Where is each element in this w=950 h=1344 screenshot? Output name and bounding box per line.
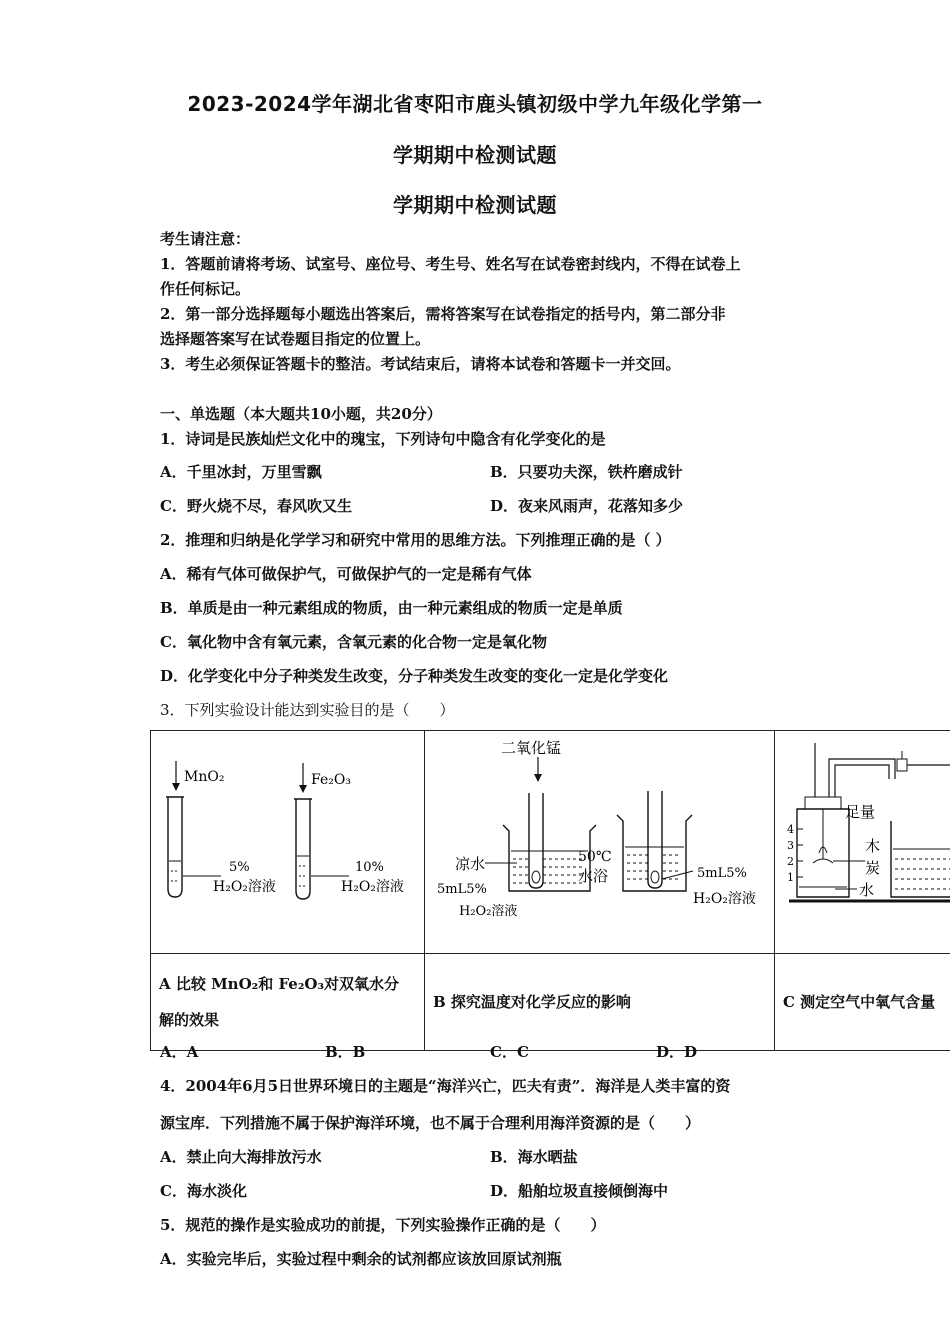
notice-item-2a: 2．第一部分选择题每小题选出答案后，需将答案写在试卷指定的括号内，第二部分非 [160,305,726,323]
fig-a-mno2-label: MnO₂ [184,769,225,785]
notice-item-1b: 作任何标记。 [160,280,251,298]
q4-option-b: B．海水晒盐 [490,1148,578,1166]
fig-b-catalyst-label: 二氧化锰 [501,739,562,757]
figure-c-oxygen-apparatus [775,731,950,949]
fig-b-sol2: H₂O₂溶液 [693,891,756,907]
fig-b-sol1: H₂O₂溶液 [459,904,518,919]
q5-option-a: A．实验完毕后，实验过程中剩余的试剂都应该放回原试剂瓶 [160,1250,562,1268]
fig-a-sol2: H₂O₂溶液 [341,879,404,895]
q4-stem-line2: 源宝库．下列措施不属于保护海洋环境，也不属于合理利用海洋资源的是（ ） [160,1114,701,1132]
fig-c-charcoal-1: 木 [865,837,881,855]
q1-option-c: C．野火烧不尽，春风吹又生 [160,497,352,515]
q2-stem: 2．推理和归纳是化学学习和研究中常用的思维方法。下列推理正确的是（ ） [160,531,671,549]
q1-stem: 1．诗词是民族灿烂文化中的瑰宝，下列诗句中隐含有化学变化的是 [160,430,606,448]
q3-option-c: C．C [490,1043,529,1061]
q3-option-d: D．D [656,1043,698,1061]
q1-option-a: A．千里冰封，万里雪飘 [160,463,322,481]
q4-option-d: D．船舶垃圾直接倾倒海中 [490,1182,669,1200]
caption-b: B 探究温度对化学反应的影响 [425,954,775,1051]
notice-item-3: 3．考生必须保证答题卡的整洁。考试结束后，请将本试卷和答题卡一并交回。 [160,355,681,373]
fig-c-mark-3: 3 [787,839,794,852]
fig-b-temp: 50℃ [578,849,612,865]
caption-a [151,954,425,1051]
q2-option-a: A．稀有气体可做保护气，可做保护气的一定是稀有气体 [160,565,532,583]
q1-option-d: D．夜来风雨声，花落知多少 [490,497,684,515]
q2-option-b: B．单质是由一种元素组成的物质，由一种元素组成的物质一定是单质 [160,599,623,617]
q4-option-a: A．禁止向大海排放污水 [160,1148,322,1166]
q1-option-b: B．只要功夫深，铁杵磨成针 [490,463,683,481]
figure-c-cell [775,731,950,954]
q4-stem-line1: 4．2004年6月5日世界环境日的主题是“海洋兴亡，匹夫有责”．海洋是人类丰富的资 [160,1077,731,1095]
q3-experiment-table [150,730,950,1051]
fig-c-mark-2: 2 [787,855,794,868]
exam-title-line2: 学期期中检测试题 [393,143,557,167]
fig-c-water-label: 水 [859,881,875,899]
figure-b-water-baths [425,731,775,949]
q2-option-d: D．化学变化中分子种类发生改变，分子种类发生改变的变化一定是化学变化 [160,667,669,685]
caption-c: C 测定空气中氧气含量 [775,954,950,1051]
section-heading: 一、单选题（本大题共10小题，共20分） [160,405,442,423]
fig-b-bath: 水浴 [578,867,609,885]
q2-option-c: C．氧化物中含有氧元素，含氧元素的化合物一定是氧化物 [160,633,547,651]
notice-item-1a: 1．答题前请将考场、试室号、座位号、考生号、姓名写在试卷密封线内，不得在试卷上 [160,255,741,273]
figure-a-test-tubes [151,731,425,949]
notice-item-2b: 选择题答案写在试卷题目指定的位置上。 [160,330,431,348]
fig-b-cold-label: 凉水 [455,855,486,873]
fig-b-vol1: 5mL5% [437,882,487,897]
fig-a-conc2: 10% [355,860,384,875]
fig-c-mark-1: 1 [787,871,794,884]
caption-a-line1: A 比较 MnO₂和 Fe₂O₃对双氧水分 [159,975,400,993]
exam-title-line3: 学期期中检测试题 [393,193,557,217]
fig-a-sol1: H₂O₂溶液 [213,879,276,895]
fig-c-enough-label: 足量 [845,803,876,821]
fig-b-vol2: 5mL5% [697,866,747,881]
q3-option-b: B．B [325,1043,366,1061]
q4-option-c: C．海水淡化 [160,1182,247,1200]
exam-title-line1: 2023-2024学年湖北省枣阳市鹿头镇初级中学九年级化学第一 [187,92,763,116]
fig-a-fe2o3-label: Fe₂O₃ [311,772,351,788]
fig-c-mark-4: 4 [787,823,794,836]
figure-a-cell [151,731,425,954]
q5-stem: 5．规范的操作是实验成功的前提，下列实验操作正确的是（ ） [160,1216,606,1234]
notice-heading: 考生请注意： [160,230,251,248]
fig-c-charcoal-2: 炭 [865,859,881,877]
fig-a-conc1: 5% [229,860,250,875]
q3-option-a: A．A [160,1043,199,1061]
q3-stem: 3．下列实验设计能达到实验目的是（ ） [160,701,455,719]
caption-a-line2: 解的效果 [159,1011,220,1029]
figure-b-cell [425,731,775,954]
